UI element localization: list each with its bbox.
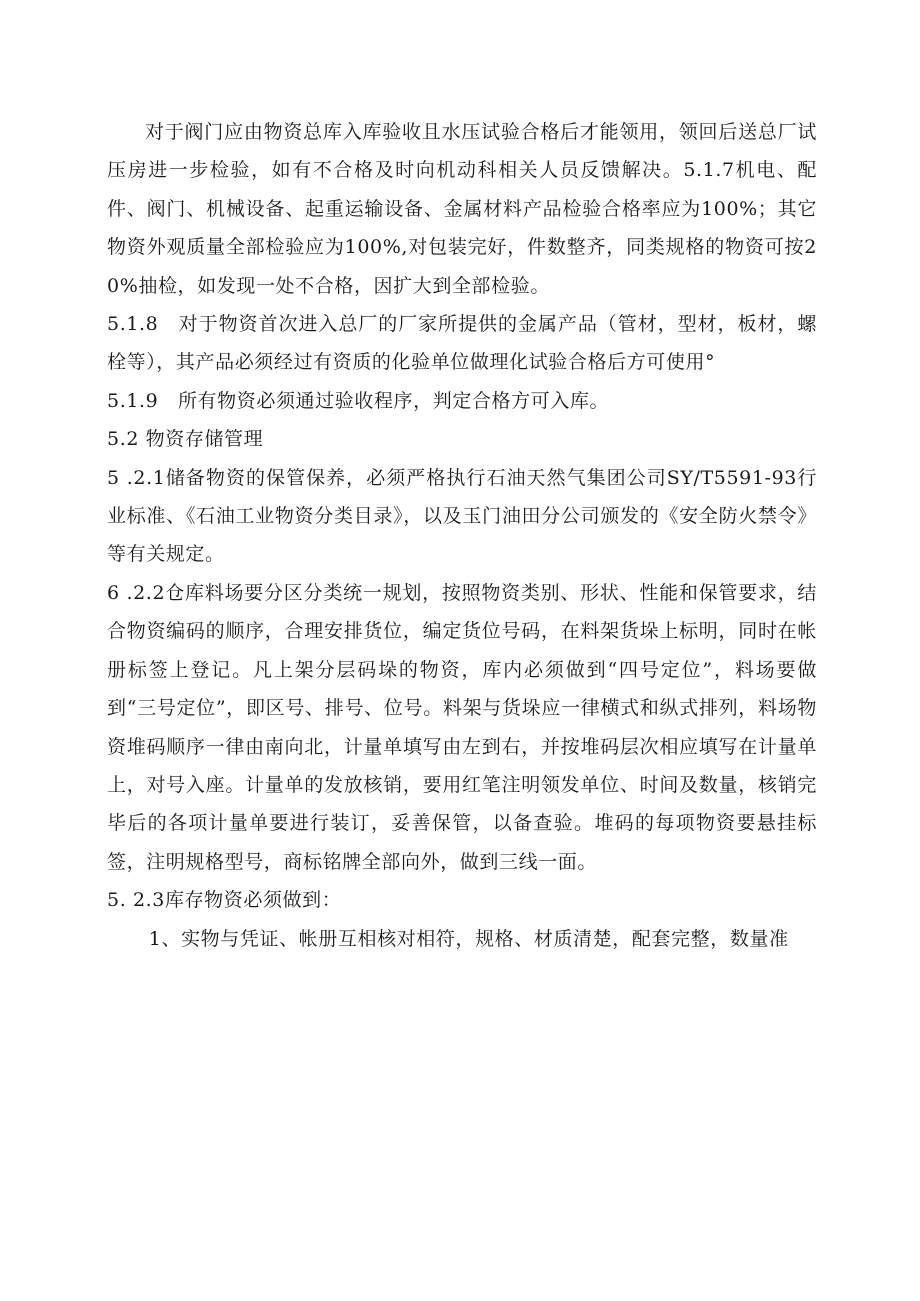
paragraph-5-2-3: 5. 2.3库存物资必须做到： <box>107 889 342 912</box>
paragraph-6-2-2: 6 .2.2仓库料场要分区分类统一规划，按照物资类别、形状、性能和保管要求，结合物资编码的顺序，合理安排货位，编定货位号码，在料架货垛上标明，同时在帐册标签上登记。凡上架分层码垛的物资，库内必须做到“四号定位”，料场要做到“三号定位”，即区号、排号、位号。料架与货垛应一律横式和纵式排列，料场物资堆码顺序一律由南向北，计量单填写由左到右，并按堆码层次相应填写在计量单上，对号入座。计量单的发放核销，要用红笔注明领发单位、时间及数量，核销完毕后的各项计量单要进行装订，妥善保管，以备查验。堆码的每项物资要悬挂标签，注明规格型号，商标铭牌全部向外，做到三线一面。 <box>107 581 817 873</box>
paragraph-valve-inspection: 对于阀门应由物资总库入库验收且水压试验合格后才能领用，领回后送总厂试压房进一步检验，如有不合格及时向机动科相关人员反馈解决。5.1.7机电、配件、阀门、机械设备、起重运输设备、金属材料产品检验合格率应为100%；其它物资外观质量全部检验应为100%,对包装完好，件数整齐，同类规格的物资可按20%抽检，如发现一处不合格，因扩大到全部检验。 <box>107 121 817 297</box>
list-item-1: 1、实物与凭证、帐册互相核对相符，规格、材质清楚，配套完整，数量准 <box>148 927 789 950</box>
paragraph-5-1-9: 5.1.9 所有物资必须通过验收程序，判定合格方可入库。 <box>107 389 610 412</box>
document-body <box>107 113 817 958</box>
paragraph-5-2-1: 5 .2.1储备物资的保管保养，必须严格执行石油天然气集团公司SY/T5591-93行业标准、《石油工业物资分类目录》，以及玉门油田分公司颁发的《安全防火禁令》等有关规定。 <box>107 466 817 566</box>
section-heading-5-2: 5.2 物资存储管理 <box>107 428 264 451</box>
paragraph-5-1-8: 5.1.8 对于物资首次进入总厂的厂家所提供的金属产品（管材，型材，板材，螺栓等），其产品必须经过有资质的化验单位做理化试验合格后方可使用° <box>107 313 817 374</box>
